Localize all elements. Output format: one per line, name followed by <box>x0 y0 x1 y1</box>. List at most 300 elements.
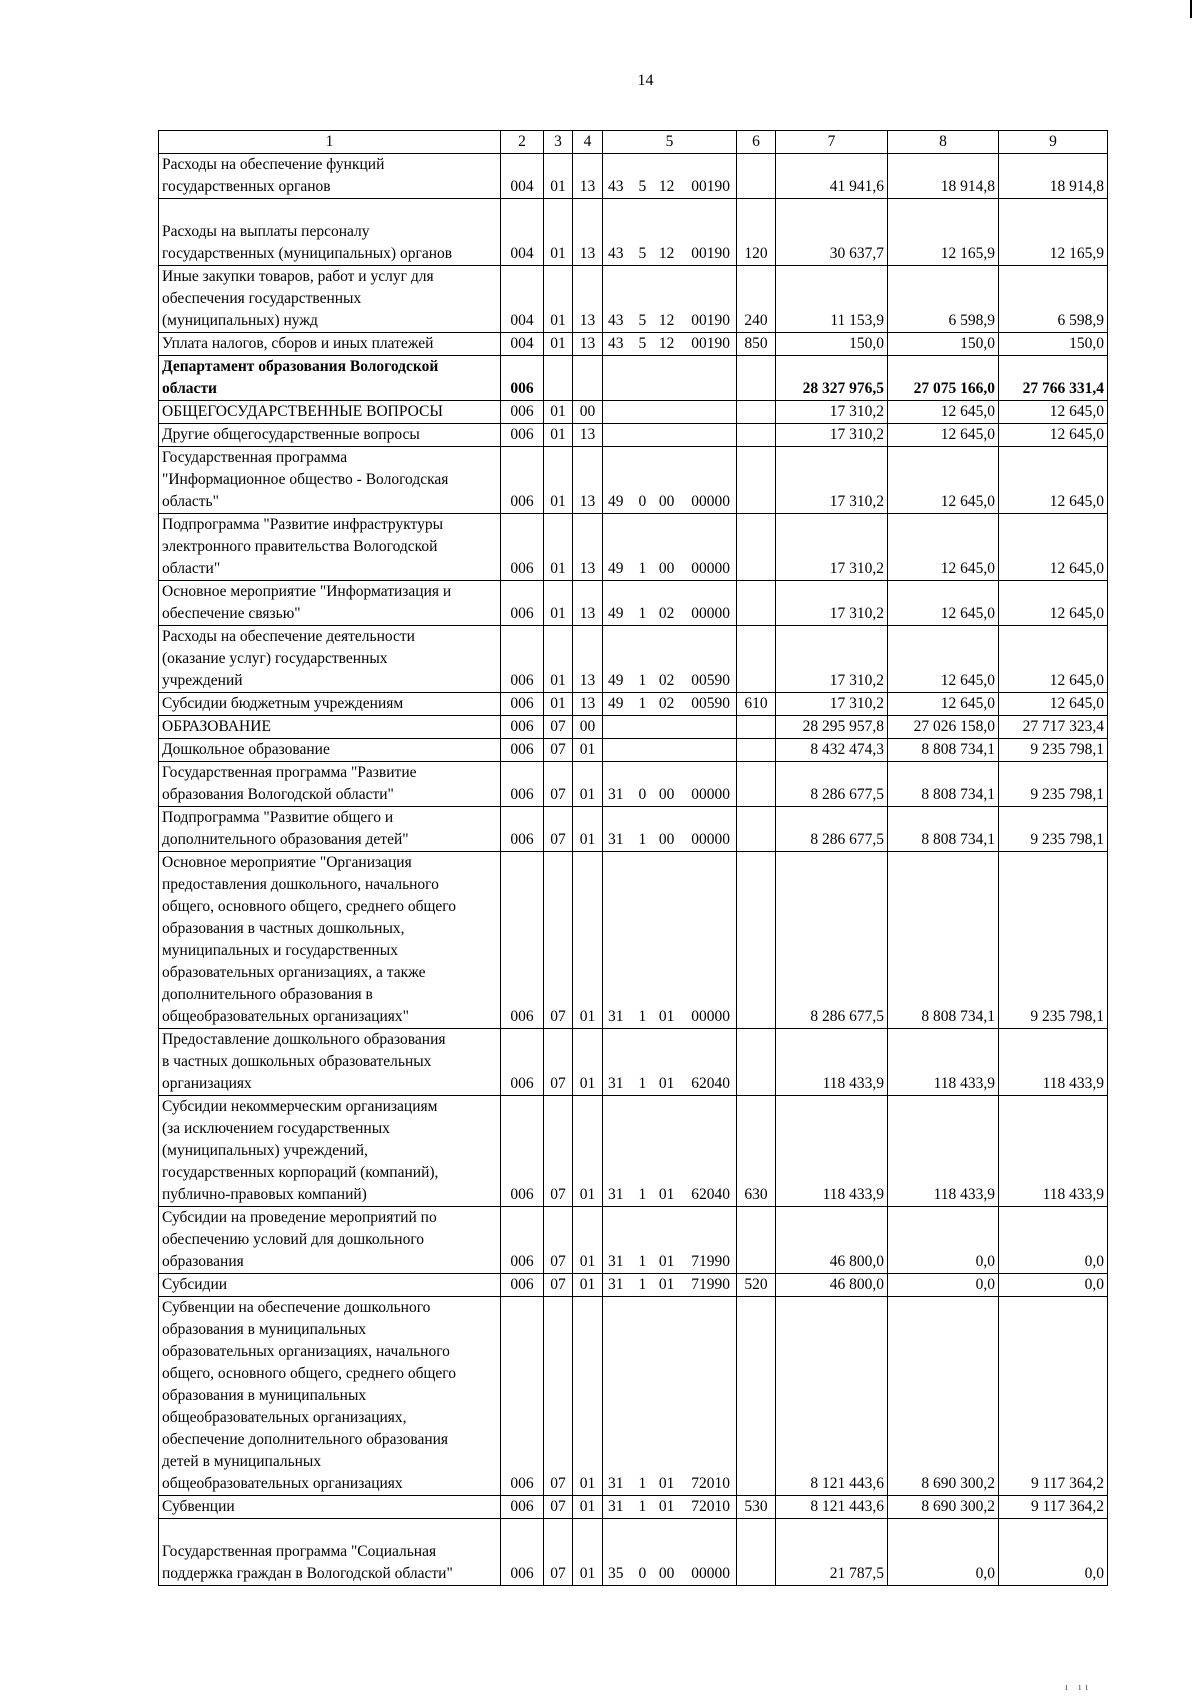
table-row <box>159 716 1108 739</box>
target-article-part: 1 <box>638 1186 647 1203</box>
amount-col9: 12 645,0 <box>999 693 1108 716</box>
code-target-article <box>603 1096 737 1207</box>
code-target-article <box>603 514 737 581</box>
amount-col7: 46 800,0 <box>776 1207 888 1274</box>
code-section: 07 <box>544 739 573 762</box>
row-name: Субсидии бюджетным учреждениям <box>159 693 501 716</box>
target-article-part: 01 <box>658 1186 675 1203</box>
amount-col9: 150,0 <box>999 333 1108 356</box>
table-row <box>159 581 1108 626</box>
amount-col7: 17 310,2 <box>776 401 888 424</box>
code-section: 07 <box>544 1207 573 1274</box>
amount-col7: 21 787,5 <box>776 1519 888 1586</box>
table-row <box>159 424 1108 447</box>
target-article-part: 00 <box>658 1565 675 1582</box>
code-section: 01 <box>544 199 573 266</box>
table-row <box>159 1096 1108 1207</box>
target-article-part: 31 <box>608 831 624 848</box>
amount-col7: 118 433,9 <box>776 1029 888 1096</box>
table-row <box>159 1496 1108 1519</box>
row-name: Другие общегосударственные вопросы <box>159 424 501 447</box>
amount-col8: 8 808 734,1 <box>888 807 999 852</box>
code-admin: 006 <box>501 356 544 401</box>
amount-col8: 27 075 166,0 <box>888 356 999 401</box>
amount-col9: 27 766 331,4 <box>999 356 1108 401</box>
code-expense-type <box>737 424 776 447</box>
table-row <box>159 199 1108 266</box>
code-subsection: 13 <box>573 199 603 266</box>
code-target-article <box>603 1274 737 1297</box>
code-target-article <box>603 626 737 693</box>
table-body <box>159 154 1108 1586</box>
code-expense-type <box>737 401 776 424</box>
code-target-article <box>603 716 737 739</box>
col-header-2: 2 <box>501 131 544 154</box>
col-header-1: 1 <box>159 131 501 154</box>
table-row <box>159 693 1108 716</box>
amount-col7: 17 310,2 <box>776 447 888 514</box>
target-article-part: 49 <box>608 605 624 622</box>
col-header-6: 6 <box>737 131 776 154</box>
table-row <box>159 356 1108 401</box>
target-article-part: 31 <box>608 1075 624 1092</box>
table-row <box>159 266 1108 333</box>
code-expense-type <box>737 626 776 693</box>
code-section: 07 <box>544 1297 573 1496</box>
code-subsection: 13 <box>573 581 603 626</box>
amount-col8: 12 645,0 <box>888 447 999 514</box>
code-subsection: 13 <box>573 424 603 447</box>
amount-col9: 12 645,0 <box>999 401 1108 424</box>
code-admin: 006 <box>501 807 544 852</box>
amount-col7: 8 121 443,6 <box>776 1496 888 1519</box>
table-row <box>159 154 1108 199</box>
amount-col9: 18 914,8 <box>999 154 1108 199</box>
target-article-part: 62040 <box>691 1186 730 1203</box>
code-section: 01 <box>544 401 573 424</box>
row-name: Субсидии <box>159 1274 501 1297</box>
amount-col8: 12 645,0 <box>888 693 999 716</box>
code-expense-type: 240 <box>737 266 776 333</box>
target-article-part: 02 <box>658 605 675 622</box>
target-article-part: 49 <box>608 672 624 689</box>
code-target-article <box>603 154 737 199</box>
code-subsection: 01 <box>573 1297 603 1496</box>
code-expense-type: 610 <box>737 693 776 716</box>
table-row <box>159 1519 1108 1586</box>
code-subsection <box>573 356 603 401</box>
target-article-part: 00000 <box>691 493 730 510</box>
amount-col8: 8 808 734,1 <box>888 739 999 762</box>
code-subsection: 01 <box>573 1207 603 1274</box>
target-article-part: 00190 <box>691 245 730 262</box>
table-row <box>159 1297 1108 1496</box>
code-target-article <box>603 199 737 266</box>
code-expense-type <box>737 807 776 852</box>
edge-scan-mark <box>1190 0 1192 18</box>
amount-col9: 9 235 798,1 <box>999 762 1108 807</box>
code-subsection: 01 <box>573 1274 603 1297</box>
table-row <box>159 514 1108 581</box>
amount-col7: 41 941,6 <box>776 154 888 199</box>
amount-col9: 12 645,0 <box>999 447 1108 514</box>
row-name: Субсидии некоммерческим организациям (за исключением государственных (муниципальных) учреждений, государственных корпораций (компаний), публично-правовых компаний) <box>159 1096 501 1207</box>
target-article-part: 02 <box>658 672 675 689</box>
code-admin: 006 <box>501 1207 544 1274</box>
code-subsection: 00 <box>573 401 603 424</box>
code-subsection: 01 <box>573 1519 603 1586</box>
amount-col9: 9 235 798,1 <box>999 807 1108 852</box>
code-expense-type <box>737 1207 776 1274</box>
code-admin: 006 <box>501 1029 544 1096</box>
code-section: 07 <box>544 716 573 739</box>
code-expense-type <box>737 852 776 1029</box>
target-article-part: 49 <box>608 560 624 577</box>
target-article-part: 00590 <box>691 672 730 689</box>
target-article-part: 1 <box>638 1475 647 1492</box>
target-article-part: 31 <box>608 1276 624 1293</box>
row-name: Подпрограмма "Развитие общего и дополнительного образования детей" <box>159 807 501 852</box>
row-name: Государственная программа "Социальная поддержка граждан в Вологодской области" <box>159 1519 501 1586</box>
target-article-part: 1 <box>638 1276 647 1293</box>
code-expense-type <box>737 447 776 514</box>
target-article-part: 00000 <box>691 1565 730 1582</box>
amount-col7: 8 286 677,5 <box>776 807 888 852</box>
target-article-part: 43 <box>608 312 624 329</box>
amount-col7: 28 327 976,5 <box>776 356 888 401</box>
target-article-part: 71990 <box>691 1276 730 1293</box>
table-row <box>159 739 1108 762</box>
table-row <box>159 626 1108 693</box>
target-article-part: 31 <box>608 1498 624 1515</box>
amount-col8: 118 433,9 <box>888 1096 999 1207</box>
target-article-part: 1 <box>638 1498 647 1515</box>
target-article-part: 00590 <box>691 695 730 712</box>
code-admin: 006 <box>501 447 544 514</box>
target-article-part: 1 <box>638 1075 647 1092</box>
amount-col8: 150,0 <box>888 333 999 356</box>
target-article-part: 0 <box>638 1565 647 1582</box>
target-article-part: 62040 <box>691 1075 730 1092</box>
code-expense-type <box>737 739 776 762</box>
code-subsection: 13 <box>573 626 603 693</box>
code-target-article <box>603 1496 737 1519</box>
code-admin: 006 <box>501 401 544 424</box>
target-article-part: 00000 <box>691 605 730 622</box>
code-subsection: 01 <box>573 1096 603 1207</box>
code-section: 07 <box>544 807 573 852</box>
target-article-part: 31 <box>608 1008 624 1025</box>
code-subsection: 13 <box>573 333 603 356</box>
code-section: 01 <box>544 514 573 581</box>
target-article-part: 00000 <box>691 1008 730 1025</box>
target-article-part: 00000 <box>691 831 730 848</box>
code-expense-type: 520 <box>737 1274 776 1297</box>
table-row <box>159 1029 1108 1096</box>
target-article-part: 00 <box>658 786 675 803</box>
code-admin: 006 <box>501 1274 544 1297</box>
code-expense-type: 850 <box>737 333 776 356</box>
target-article-part: 35 <box>608 1565 624 1582</box>
code-section: 01 <box>544 447 573 514</box>
amount-col9: 12 645,0 <box>999 424 1108 447</box>
code-expense-type: 630 <box>737 1096 776 1207</box>
amount-col7: 17 310,2 <box>776 626 888 693</box>
code-target-article <box>603 401 737 424</box>
code-admin: 006 <box>501 716 544 739</box>
target-article-part: 00 <box>658 493 675 510</box>
amount-col8: 118 433,9 <box>888 1029 999 1096</box>
code-subsection: 13 <box>573 154 603 199</box>
code-section: 07 <box>544 1519 573 1586</box>
table-row <box>159 447 1108 514</box>
table-row <box>159 852 1108 1029</box>
code-section: 07 <box>544 762 573 807</box>
target-article-part: 31 <box>608 786 624 803</box>
target-article-part: 12 <box>658 245 675 262</box>
col-header-5: 5 <box>603 131 737 154</box>
code-section <box>544 356 573 401</box>
amount-col9: 9 117 364,2 <box>999 1496 1108 1519</box>
target-article-part: 00190 <box>691 335 730 352</box>
target-article-part: 31 <box>608 1475 624 1492</box>
code-admin: 004 <box>501 266 544 333</box>
code-target-article <box>603 1297 737 1496</box>
target-article-part: 49 <box>608 493 624 510</box>
amount-col8: 12 645,0 <box>888 514 999 581</box>
code-admin: 006 <box>501 693 544 716</box>
row-name: ОБРАЗОВАНИЕ <box>159 716 501 739</box>
code-subsection: 00 <box>573 716 603 739</box>
code-section: 01 <box>544 333 573 356</box>
target-article-part: 0 <box>638 786 647 803</box>
amount-col9: 12 645,0 <box>999 581 1108 626</box>
target-article-part: 49 <box>608 695 624 712</box>
amount-col8: 0,0 <box>888 1519 999 1586</box>
code-target-article <box>603 739 737 762</box>
page-number: 14 <box>637 72 654 89</box>
target-article-part: 71990 <box>691 1253 730 1270</box>
table-row <box>159 401 1108 424</box>
header-row <box>159 131 1108 154</box>
target-article-part: 1 <box>638 1253 647 1270</box>
row-name: Департамент образования Вологодской области <box>159 356 501 401</box>
amount-col8: 8 690 300,2 <box>888 1297 999 1496</box>
amount-col7: 28 295 957,8 <box>776 716 888 739</box>
amount-col9: 6 598,9 <box>999 266 1108 333</box>
scan-footer-mark: ı ıı <box>1065 1682 1092 1693</box>
target-article-part: 31 <box>608 1253 624 1270</box>
row-name: Дошкольное образование <box>159 739 501 762</box>
code-admin: 006 <box>501 514 544 581</box>
code-admin: 006 <box>501 762 544 807</box>
code-section: 07 <box>544 1029 573 1096</box>
row-name: Иные закупки товаров, работ и услуг для обеспечения государственных (муниципальных) нужд <box>159 266 501 333</box>
code-expense-type <box>737 514 776 581</box>
code-admin: 006 <box>501 852 544 1029</box>
amount-col8: 27 026 158,0 <box>888 716 999 739</box>
target-article-part: 12 <box>658 178 675 195</box>
target-article-part: 1 <box>638 695 647 712</box>
amount-col7: 150,0 <box>776 333 888 356</box>
amount-col7: 8 286 677,5 <box>776 762 888 807</box>
code-admin: 006 <box>501 1496 544 1519</box>
code-subsection: 01 <box>573 852 603 1029</box>
amount-col7: 118 433,9 <box>776 1096 888 1207</box>
amount-col7: 46 800,0 <box>776 1274 888 1297</box>
target-article-part: 72010 <box>691 1475 730 1492</box>
code-subsection: 01 <box>573 1496 603 1519</box>
target-article-part: 01 <box>658 1253 675 1270</box>
code-expense-type: 120 <box>737 199 776 266</box>
code-target-article <box>603 266 737 333</box>
target-article-part: 00 <box>658 831 675 848</box>
row-name: Расходы на обеспечение деятельности (оказание услуг) государственных учреждений <box>159 626 501 693</box>
code-expense-type <box>737 154 776 199</box>
amount-col8: 12 645,0 <box>888 401 999 424</box>
row-name: Расходы на обеспечение функций государственных органов <box>159 154 501 199</box>
target-article-part: 1 <box>638 672 647 689</box>
amount-col9: 27 717 323,4 <box>999 716 1108 739</box>
code-subsection: 01 <box>573 807 603 852</box>
target-article-part: 1 <box>638 560 647 577</box>
code-section: 07 <box>544 852 573 1029</box>
amount-col9: 0,0 <box>999 1519 1108 1586</box>
amount-col9: 12 645,0 <box>999 626 1108 693</box>
code-expense-type <box>737 716 776 739</box>
code-expense-type <box>737 762 776 807</box>
row-name: Подпрограмма "Развитие инфраструктуры электронного правительства Вологодской области" <box>159 514 501 581</box>
target-article-part: 72010 <box>691 1498 730 1515</box>
code-admin: 006 <box>501 626 544 693</box>
amount-col7: 17 310,2 <box>776 693 888 716</box>
code-subsection: 13 <box>573 514 603 581</box>
amount-col8: 6 598,9 <box>888 266 999 333</box>
target-article-part: 5 <box>638 178 647 195</box>
target-article-part: 1 <box>638 831 647 848</box>
amount-col8: 12 165,9 <box>888 199 999 266</box>
amount-col9: 0,0 <box>999 1274 1108 1297</box>
amount-col9: 118 433,9 <box>999 1096 1108 1207</box>
code-subsection: 01 <box>573 739 603 762</box>
target-article-part: 00000 <box>691 560 730 577</box>
table-row <box>159 333 1108 356</box>
target-article-part: 01 <box>658 1008 675 1025</box>
amount-col8: 0,0 <box>888 1274 999 1297</box>
row-name: Основное мероприятие "Информатизация и обеспечение связью" <box>159 581 501 626</box>
target-article-part: 43 <box>608 178 624 195</box>
amount-col8: 12 645,0 <box>888 424 999 447</box>
target-article-part: 1 <box>638 605 647 622</box>
row-name: Государственная программа "Развитие образования Вологодской области" <box>159 762 501 807</box>
code-section: 01 <box>544 693 573 716</box>
amount-col7: 8 286 677,5 <box>776 852 888 1029</box>
code-target-article <box>603 333 737 356</box>
row-name: Субвенции <box>159 1496 501 1519</box>
target-article-part: 00 <box>658 560 675 577</box>
target-article-part: 00000 <box>691 786 730 803</box>
code-section: 07 <box>544 1496 573 1519</box>
code-admin: 006 <box>501 1096 544 1207</box>
row-name: ОБЩЕГОСУДАРСТВЕННЫЕ ВОПРОСЫ <box>159 401 501 424</box>
amount-col8: 8 808 734,1 <box>888 852 999 1029</box>
code-section: 07 <box>544 1274 573 1297</box>
col-header-4: 4 <box>573 131 603 154</box>
code-target-article <box>603 807 737 852</box>
code-section: 07 <box>544 1096 573 1207</box>
amount-col7: 8 432 474,3 <box>776 739 888 762</box>
row-name: Предоставление дошкольного образования в частных дошкольных образовательных организациях <box>159 1029 501 1096</box>
code-subsection: 01 <box>573 1029 603 1096</box>
code-subsection: 13 <box>573 266 603 333</box>
amount-col9: 12 165,9 <box>999 199 1108 266</box>
code-target-article <box>603 581 737 626</box>
amount-col9: 9 235 798,1 <box>999 852 1108 1029</box>
code-admin: 006 <box>501 581 544 626</box>
target-article-part: 31 <box>608 1186 624 1203</box>
amount-col7: 11 153,9 <box>776 266 888 333</box>
amount-col9: 9 235 798,1 <box>999 739 1108 762</box>
budget-table <box>158 130 1108 1586</box>
col-header-3: 3 <box>544 131 573 154</box>
code-admin: 006 <box>501 1519 544 1586</box>
code-target-article <box>603 1519 737 1586</box>
code-expense-type <box>737 1029 776 1096</box>
target-article-part: 01 <box>658 1498 675 1515</box>
code-subsection: 13 <box>573 447 603 514</box>
code-admin: 004 <box>501 333 544 356</box>
amount-col8: 8 690 300,2 <box>888 1496 999 1519</box>
code-expense-type <box>737 356 776 401</box>
row-name: Уплата налогов, сборов и иных платежей <box>159 333 501 356</box>
code-subsection: 13 <box>573 693 603 716</box>
code-expense-type <box>737 581 776 626</box>
code-expense-type <box>737 1519 776 1586</box>
target-article-part: 43 <box>608 245 624 262</box>
amount-col8: 12 645,0 <box>888 626 999 693</box>
code-admin: 006 <box>501 1297 544 1496</box>
target-article-part: 01 <box>658 1075 675 1092</box>
target-article-part: 01 <box>658 1276 675 1293</box>
target-article-part: 01 <box>658 1475 675 1492</box>
amount-col8: 8 808 734,1 <box>888 762 999 807</box>
amount-col7: 17 310,2 <box>776 581 888 626</box>
code-admin: 006 <box>501 424 544 447</box>
table-row <box>159 1207 1108 1274</box>
target-article-part: 12 <box>658 335 675 352</box>
code-section: 01 <box>544 581 573 626</box>
code-target-article <box>603 852 737 1029</box>
code-expense-type: 530 <box>737 1496 776 1519</box>
target-article-part: 5 <box>638 335 647 352</box>
amount-col7: 17 310,2 <box>776 514 888 581</box>
amount-col8: 18 914,8 <box>888 154 999 199</box>
target-article-part: 12 <box>658 312 675 329</box>
code-section: 01 <box>544 626 573 693</box>
col-header-9: 9 <box>999 131 1108 154</box>
row-name: Государственная программа "Информационное общество - Вологодская область" <box>159 447 501 514</box>
code-subsection: 01 <box>573 762 603 807</box>
target-article-part: 00190 <box>691 312 730 329</box>
code-section: 01 <box>544 424 573 447</box>
code-admin: 004 <box>501 199 544 266</box>
code-expense-type <box>737 1297 776 1496</box>
target-article-part: 43 <box>608 335 624 352</box>
col-header-7: 7 <box>776 131 888 154</box>
code-admin: 006 <box>501 739 544 762</box>
code-target-article <box>603 1029 737 1096</box>
code-target-article <box>603 424 737 447</box>
